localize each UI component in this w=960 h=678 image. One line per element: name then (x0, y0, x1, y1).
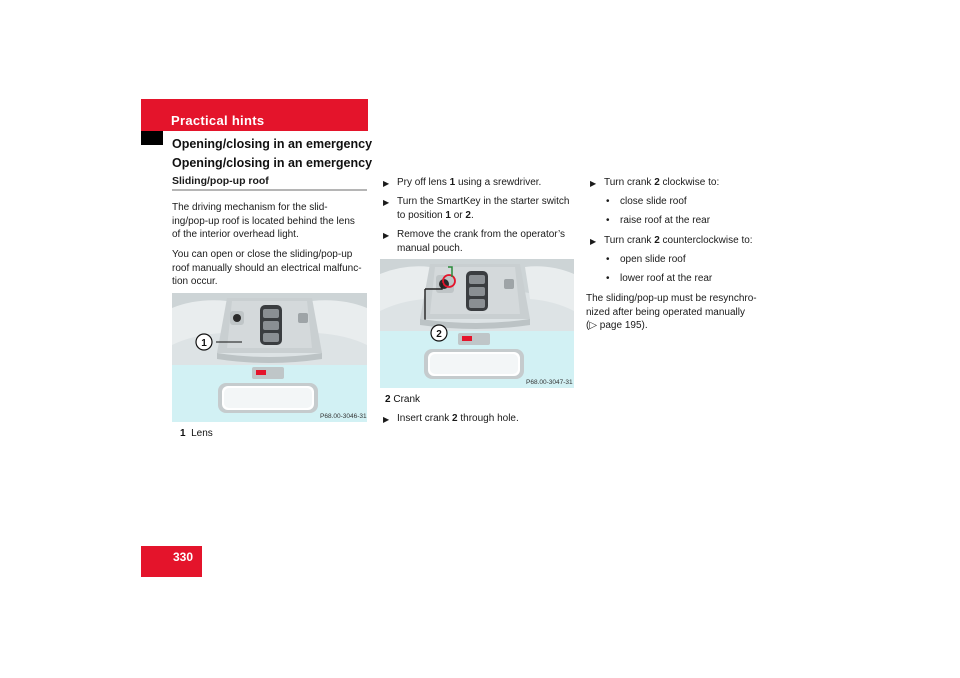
image1-code: P68.00-3046-31 (320, 413, 367, 420)
overhead-light-photo (172, 293, 367, 422)
arrow-bullet-icon: ▶ (590, 237, 597, 246)
text-line: nized after being operated manually (586, 306, 745, 318)
caption-number: 1 (180, 428, 186, 439)
dot-bullet-icon: • (606, 215, 610, 226)
dot-bullet-icon: • (606, 273, 610, 284)
image2-code: P68.00-3047-31 (526, 379, 573, 386)
page-reference-link[interactable]: (▷ page 195). (586, 320, 648, 332)
step-pry-lens: ▶ Pry off lens 1 using a srewdriver. (383, 176, 583, 191)
section-title-text: Practical hints (171, 113, 265, 128)
caption-text: Crank (393, 394, 421, 405)
image1-label: 1 (201, 338, 207, 349)
intro-paragraph (172, 201, 372, 242)
sub-open-slide-roof: • open slide roof (606, 254, 686, 265)
text-line: roof manually should an electrical malfunc- (172, 262, 362, 274)
header-tab (141, 131, 163, 145)
dot-bullet-icon: • (606, 196, 610, 207)
sub-raise-roof: • raise roof at the rear (606, 215, 711, 226)
text-line: The sliding/pop-up must be resynchro- (586, 293, 757, 304)
text-line: Turn the SmartKey in the starter switch (397, 196, 570, 207)
sub-close-slide-roof: • close slide roof (606, 196, 687, 207)
caption-number: 2 (385, 394, 391, 405)
topic-title: Sliding/pop-up roof (172, 175, 269, 187)
dot-bullet-icon: • (606, 254, 610, 265)
text-line: ing/pop-up roof is located behind the lens (172, 215, 355, 227)
text-line: You can open or close the sliding/pop-up (172, 249, 353, 260)
subheading-2: Opening/closing in an emergency (172, 156, 373, 170)
sub-lower-roof: • lower roof at the rear (606, 273, 713, 284)
crank-insert-photo (380, 259, 574, 388)
step-turn-key: ▶ Turn the SmartKey in the starter switch to position 1 or 2. (383, 196, 570, 221)
page-number: 330 (141, 546, 202, 577)
arrow-bullet-icon: ▶ (590, 179, 597, 188)
text-line: Remove the crank from the operator’s (397, 229, 566, 240)
image2-label: 2 (436, 329, 442, 340)
text-line: tion occur. (172, 276, 218, 288)
step-insert-crank: ▶ Insert crank 2 through hole. (383, 412, 583, 427)
text-line: manual pouch. (397, 242, 463, 254)
caption-text: Lens (191, 428, 213, 439)
arrow-bullet-icon: ▶ (383, 198, 390, 207)
section-header (141, 99, 368, 131)
arrow-bullet-icon: ▶ (383, 179, 390, 188)
image2-caption (385, 393, 420, 407)
image1-caption (180, 427, 213, 441)
arrow-bullet-icon: ▶ (383, 415, 390, 424)
step-remove-crank (383, 228, 583, 255)
subheading-1: Opening/closing in an emergency (172, 137, 373, 151)
step-counterclockwise: ▶ Turn crank 2 counterclockwise to: (590, 234, 790, 249)
arrow-bullet-icon: ▶ (383, 231, 390, 240)
text-line: of the interior overhead light. (172, 229, 299, 241)
resync-paragraph (586, 292, 786, 333)
text-line: The driving mechanism for the slid- (172, 202, 328, 213)
title-rule (172, 189, 367, 191)
step-clockwise: ▶ Turn crank 2 clockwise to: (590, 176, 790, 191)
malfunction-paragraph (172, 248, 372, 289)
